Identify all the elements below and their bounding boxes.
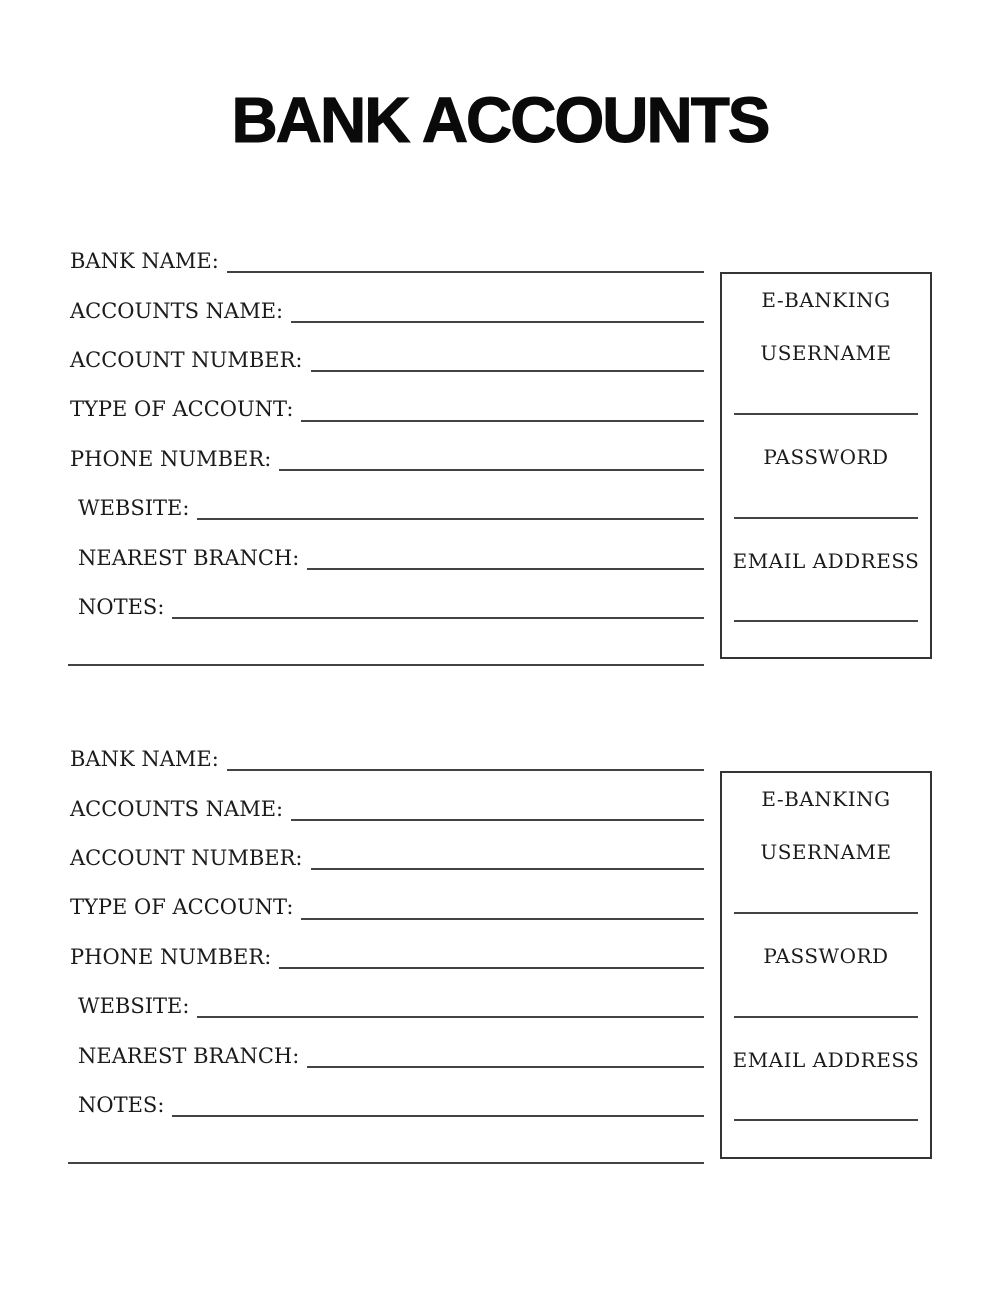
account-section-2 [70, 728, 704, 1166]
nearest-branch-label: NEAREST BRANCH: [78, 1043, 300, 1068]
notes-continuation-line[interactable] [68, 1162, 704, 1164]
account-section-1 [70, 230, 704, 668]
field-row-accounts-name [70, 279, 704, 328]
field-row-type-of-account [70, 378, 704, 427]
phone-number-label: PHONE NUMBER: [70, 446, 272, 471]
email-address-input-line[interactable] [734, 1119, 918, 1121]
bank-name-input-line[interactable] [227, 271, 704, 273]
type-of-account-input-line[interactable] [301, 918, 704, 920]
type-of-account-label: TYPE OF ACCOUNT: [70, 397, 294, 422]
field-row-nearest-branch [70, 1024, 704, 1073]
field-row-phone-number [70, 428, 704, 477]
username-label: USERNAME [760, 341, 892, 365]
notes-input-line[interactable] [172, 617, 704, 619]
phone-number-input-line[interactable] [279, 469, 704, 471]
field-row-notes [70, 1074, 704, 1123]
nearest-branch-input-line[interactable] [307, 1066, 704, 1068]
website-label: WEBSITE: [78, 496, 190, 521]
field-row-account-number [70, 827, 704, 876]
ebanking-panel-2 [720, 771, 932, 1159]
bank-name-input-line[interactable] [227, 769, 704, 771]
field-row-website [70, 477, 704, 526]
website-input-line[interactable] [197, 518, 704, 520]
field-row-type-of-account [70, 876, 704, 925]
password-input-line[interactable] [734, 1016, 918, 1018]
account-number-input-line[interactable] [311, 868, 705, 870]
password-label: PASSWORD [763, 944, 889, 968]
email-address-label: EMAIL ADDRESS [732, 1048, 920, 1072]
accounts-name-label: ACCOUNTS NAME: [70, 298, 284, 323]
field-row-notes-continuation [70, 1123, 704, 1166]
field-row-website [70, 975, 704, 1024]
phone-number-input-line[interactable] [279, 967, 704, 969]
field-row-bank-name [70, 230, 704, 279]
bank-name-label: BANK NAME: [70, 249, 219, 274]
username-input-line[interactable] [734, 912, 918, 914]
password-label: PASSWORD [763, 445, 889, 469]
field-row-account-number [70, 329, 704, 378]
field-row-bank-name [70, 728, 704, 777]
notes-label: NOTES: [78, 594, 165, 619]
ebanking-title: E-BANKING [761, 787, 891, 811]
username-label: USERNAME [760, 840, 892, 864]
phone-number-label: PHONE NUMBER: [70, 944, 272, 969]
type-of-account-label: TYPE OF ACCOUNT: [70, 895, 294, 920]
field-row-nearest-branch [70, 526, 704, 575]
field-row-notes-continuation [70, 625, 704, 668]
field-row-phone-number [70, 926, 704, 975]
bank-name-label: BANK NAME: [70, 747, 219, 772]
field-row-accounts-name [70, 777, 704, 826]
email-address-label: EMAIL ADDRESS [732, 549, 920, 573]
type-of-account-input-line[interactable] [301, 420, 704, 422]
accounts-name-input-line[interactable] [291, 819, 704, 821]
ebanking-title: E-BANKING [761, 288, 891, 312]
field-row-notes [70, 576, 704, 625]
account-number-label: ACCOUNT NUMBER: [70, 845, 303, 870]
website-input-line[interactable] [197, 1016, 704, 1018]
account-number-input-line[interactable] [311, 370, 705, 372]
notes-input-line[interactable] [172, 1115, 704, 1117]
password-input-line[interactable] [734, 517, 918, 519]
ebanking-panel-1 [720, 272, 932, 659]
notes-label: NOTES: [78, 1092, 165, 1117]
website-label: WEBSITE: [78, 994, 190, 1019]
page-title: BANK ACCOUNTS [231, 84, 769, 156]
email-address-input-line[interactable] [734, 620, 918, 622]
account-number-label: ACCOUNT NUMBER: [70, 347, 303, 372]
notes-continuation-line[interactable] [68, 664, 704, 666]
username-input-line[interactable] [734, 413, 918, 415]
nearest-branch-input-line[interactable] [307, 568, 704, 570]
nearest-branch-label: NEAREST BRANCH: [78, 545, 300, 570]
accounts-name-input-line[interactable] [291, 321, 704, 323]
accounts-name-label: ACCOUNTS NAME: [70, 796, 284, 821]
